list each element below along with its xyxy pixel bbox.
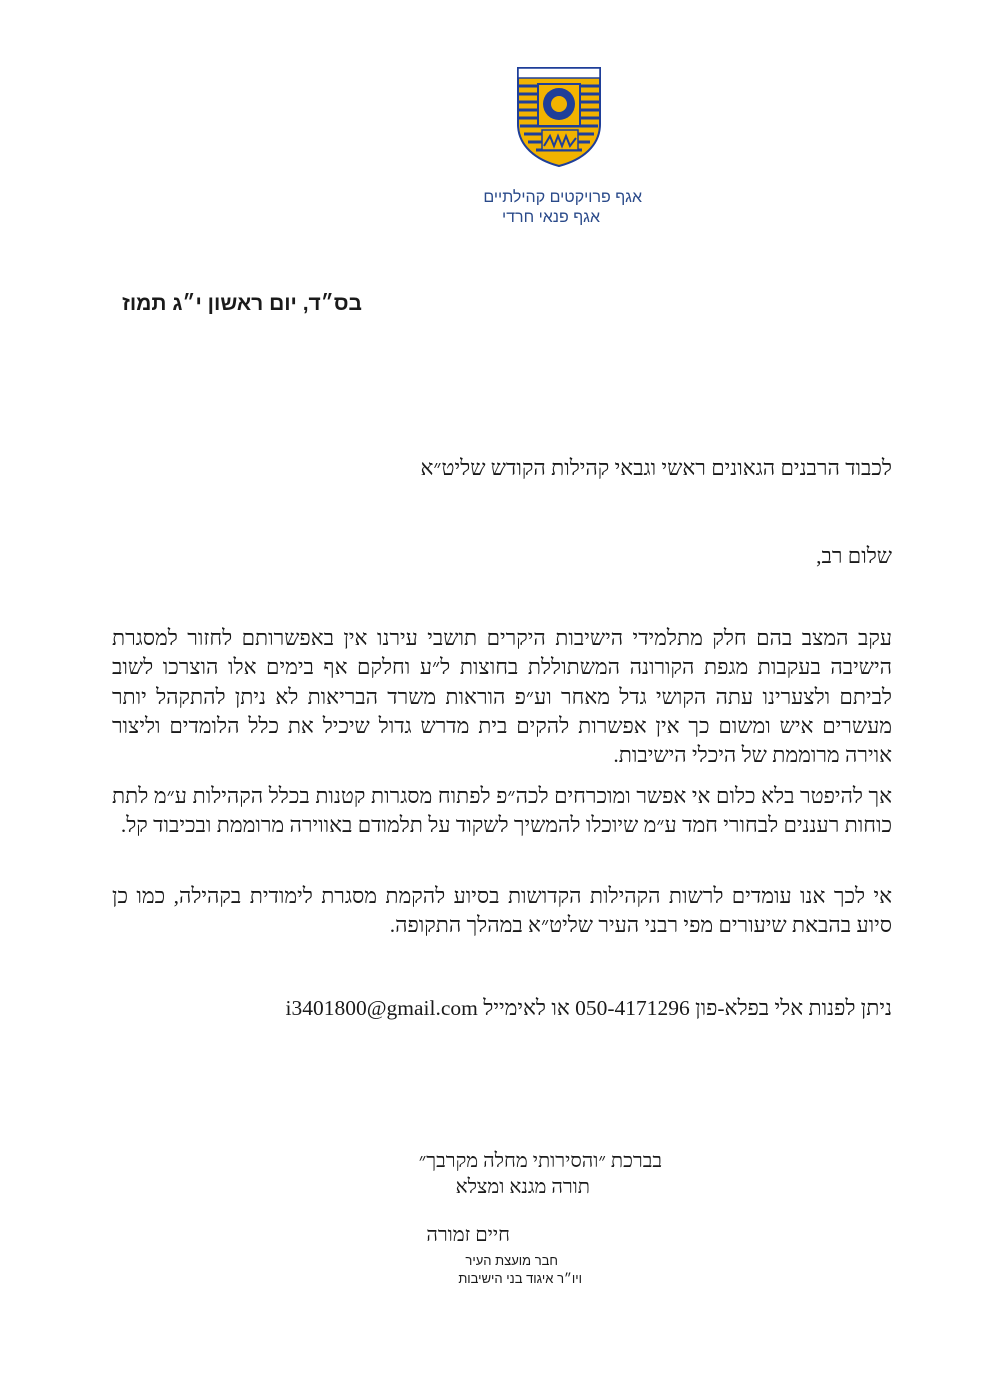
signature-name: חיים זמורה bbox=[426, 1224, 510, 1246]
contact-line bbox=[112, 994, 892, 1023]
letter-paragraph-3: אי לכך אנו עומדים לרשות הקהילות הקדושות בסיוע להקמת מסגרת לימודית בקהילה, כמו כן סיוע בהבאת שיעורים מפי רבני העיר שליט״א במהלך התקופה. bbox=[112, 884, 892, 938]
letter-paragraph-1: עקב המצב בהם חלק מתלמידי הישיבות היקרים תושבי עירנו אין באפשרותם לחזור למסגרת הישיבה בעקבות מגפת הקורונה המשתוללת בחוצות ל״ע וחלקם אף בימים אלו הוצרכו לשוב לביתם ולצערינו עתה הקושי גדל מאחר וע״פ הוראות משרד הבריאות לא ניתן להתקהל יותר מעשרים איש ומשום כך אין אפשרות להקים בית מדרש גדול שיכיל את כלל הלומדים וליצור אוירה מרוממת של היכלי הישיבות. bbox=[112, 626, 892, 768]
email-address[interactable]: i3401800@gmail.com bbox=[285, 996, 478, 1020]
letter-date: בס״ד, יום ראשון י״ג תמוז bbox=[122, 292, 362, 315]
closing-line-2: תורה מגנא ומצלא bbox=[455, 1176, 590, 1198]
department-name: אגף פרויקטים קהילתיים bbox=[483, 189, 642, 206]
signature-role-1: חבר מועצת העיר bbox=[465, 1253, 558, 1268]
letter-addressee: לכבוד הרבנים הגאונים ראשי וגבאי קהילות הקודש שליט״א bbox=[420, 456, 892, 480]
letter-greeting: שלום רב, bbox=[816, 544, 892, 568]
contact-prefix: ניתן לפנות אלי בפלא-פון bbox=[695, 996, 892, 1020]
phone-number: 050-4171296 bbox=[575, 996, 690, 1020]
letter-paragraph-2: אך להיפטר בלא כלום אי אפשר ומוכרחים לכה״פ לפתוח מסגרות קטנות בכלל הקהילות ע״מ לתת כוחות רעננים לבחורי חמד ע״מ שיוכלו להמשיך לשקוד על תלמודם באווירה מרוממת ובכיבוד קל. bbox=[112, 784, 892, 838]
city-emblem-logo bbox=[516, 66, 602, 168]
closing-blessing: בברכת ״והסירותי מחלה מקרבך״ bbox=[418, 1150, 662, 1172]
signature-role-2: ויו״ר איגוד בני הישיבות bbox=[458, 1271, 582, 1286]
contact-middle: או לאימייל bbox=[483, 996, 570, 1020]
sub-department-name: אגף פנאי חרדי bbox=[502, 209, 600, 226]
